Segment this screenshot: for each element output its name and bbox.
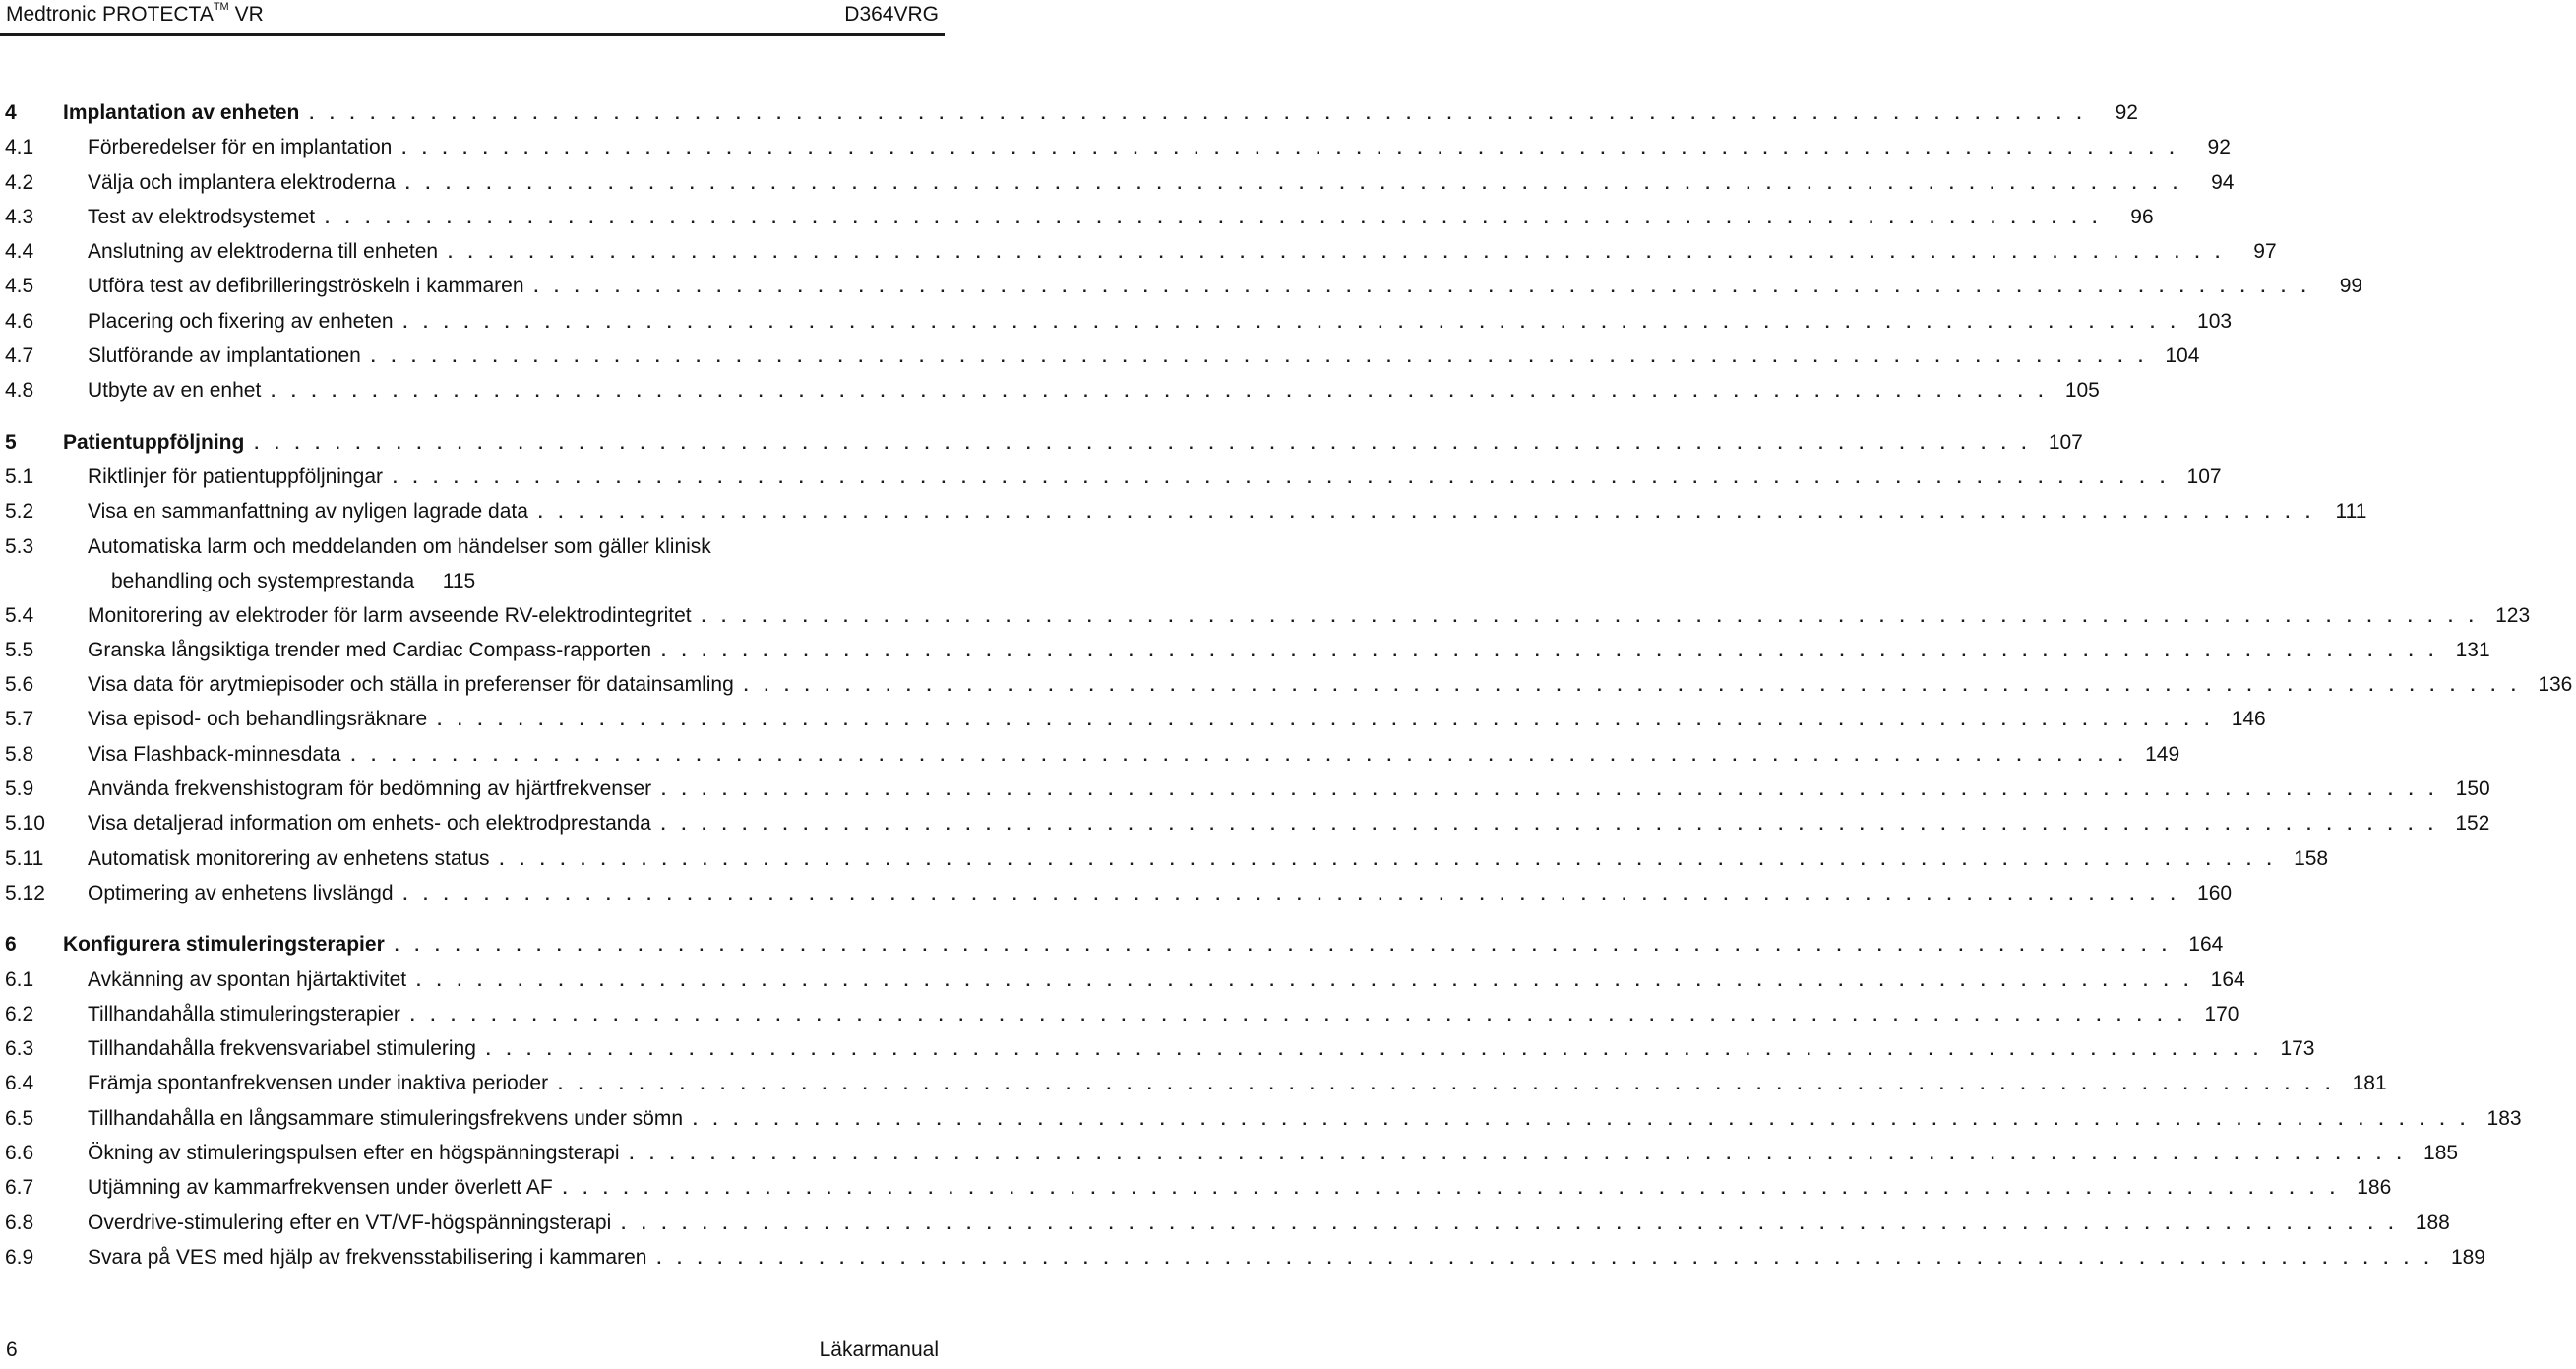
section-number: 5.11 xyxy=(5,846,44,870)
section-page-number: 173 xyxy=(2280,1037,2315,1061)
section-title: Visa episod- och behandlingsräknare xyxy=(88,708,428,731)
section-title: Ökning av stimuleringspulsen efter en högspänningsterapi xyxy=(88,1142,620,1165)
chapter-number: 6 xyxy=(5,933,17,957)
section-title: Visa detaljerad information om enhets- och elektrodprestanda xyxy=(88,812,651,836)
dot-leader: . . . . . . . . . . . . . . . . . . . . . . . . . . . . . . . . . . . . . . . . . . . . . . . . . . . . . . . . . . . . . . . . . . . . . . . . . . . . . . . . . . . . . . . . xyxy=(401,139,2179,158)
section-number: 6.8 xyxy=(5,1211,34,1234)
section-page-number: 150 xyxy=(2455,778,2490,801)
section-number: 4.1 xyxy=(5,136,34,159)
section-number: 6.9 xyxy=(5,1245,34,1269)
toc-entry[interactable] xyxy=(0,1206,2450,1240)
section-page-number: 170 xyxy=(2204,1002,2239,1026)
section-title-line xyxy=(88,772,2490,807)
section-page-number: 123 xyxy=(2495,603,2531,627)
dot-leader: . . . . . . . . . . . . . . . . . . . . . . . . . . . . . . . . . . . . . . . . . . . . . . . . . . . . . . . . . . . . . . . . . . . . . . . . . . . . . . . . . . . . . . . . xyxy=(437,711,2215,730)
section-title-line xyxy=(88,806,2490,841)
section-number: 6.5 xyxy=(5,1106,34,1130)
section-page-number: 160 xyxy=(2197,881,2233,904)
chapter-page-number: 107 xyxy=(2048,430,2083,454)
section-title: Utjämning av kammarfrekvensen under överlett AF xyxy=(88,1176,553,1200)
section-page-number: 188 xyxy=(2415,1211,2450,1234)
section-number: 5.1 xyxy=(5,465,34,488)
section-title: Avkänning av spontan hjärtaktivitet xyxy=(88,967,407,991)
toc-entry[interactable] xyxy=(0,529,945,598)
section-title: Tillhandahålla frekvensvariabel stimulering xyxy=(88,1037,476,1061)
toc-entry[interactable] xyxy=(0,667,2573,702)
section-page-number: 94 xyxy=(2211,170,2235,194)
dot-leader: . . . . . . . . . . . . . . . . . . . . . . . . . . . . . . . . . . . . . . . . . . . . . . . . . . . . . . . . . . . . . . . . . . . . . . . . . . . . . . . . . . . . . . . . xyxy=(409,1005,2188,1025)
toc-entry[interactable] xyxy=(0,737,2180,772)
chapter-title: Konfigurera stimuleringsterapier xyxy=(63,933,385,957)
dot-leader: . . . . . . . . . . . . . . . . . . . . . . . . . . . . . . . . . . . . . . . . . . . . . . . . . . . . . . . . . . . . . . . . . . . . . . . . . . . . . . . . . . . . . . . . xyxy=(309,104,2087,123)
dot-leader: . . . . . . . . . . . . . . . . . . . . . . . . . . . . . . . . . . . . . . . . . . . . . . . . . . . . . . . . . . . . . . . . . . . . . . . . . . . . . . . . . . . . . . . . xyxy=(621,1213,2399,1233)
section-page-number: 97 xyxy=(2253,240,2277,264)
toc-chapter-entry[interactable] xyxy=(0,927,2224,962)
document-code: D364VRG xyxy=(844,3,939,26)
toc-entry[interactable] xyxy=(0,494,2367,529)
toc-entry[interactable] xyxy=(0,772,2490,806)
section-title: Visa data för arytmiepisoder och ställa in preferenser för datainsamling xyxy=(88,673,734,697)
section-title-line xyxy=(88,1206,2450,1241)
section-title-line xyxy=(88,598,2531,634)
section-title-line xyxy=(88,165,2235,201)
toc-chapter-section xyxy=(0,927,2522,1275)
toc-entry[interactable] xyxy=(0,1101,2522,1136)
toc-chapter-entry[interactable] xyxy=(0,95,2138,130)
section-title-line xyxy=(88,737,2180,773)
toc-entry[interactable] xyxy=(0,1170,2392,1205)
section-title: Förberedelser för en implantation xyxy=(88,136,393,159)
section-number: 5.3 xyxy=(5,534,34,558)
toc-entry[interactable] xyxy=(0,1136,2459,1170)
section-number: 5.4 xyxy=(5,603,34,627)
section-page-number: 111 xyxy=(2335,500,2367,524)
toc-entry[interactable] xyxy=(0,339,2200,373)
toc-entry[interactable] xyxy=(0,633,2490,667)
toc-entry[interactable] xyxy=(0,1066,2387,1100)
header-divider xyxy=(0,33,945,36)
dot-leader: . . . . . . . . . . . . . . . . . . . . . . . . . . . . . . . . . . . . . . . . . . . . . . . . . . . . . . . . . . . . . . . . . . . . . . . . . . . . . . . . . . . . . . . . xyxy=(629,1145,2408,1164)
section-title: Visa Flashback-minnesdata xyxy=(88,742,341,766)
section-title-line xyxy=(88,1240,2485,1276)
section-title: Utföra test av defibrilleringströskeln i kammaren xyxy=(88,275,524,298)
section-page-number: 158 xyxy=(2294,846,2329,870)
section-title-line xyxy=(88,1031,2315,1067)
dot-leader: . . . . . . . . . . . . . . . . . . . . . . . . . . . . . . . . . . . . . . . . . . . . . . . . . . . . . . . . . . . . . . . . . . . . . . . . . . . . . . . . . . . . . . . . xyxy=(661,641,2439,660)
dot-leader: . . . . . . . . . . . . . . . . . . . . . . . . . . . . . . . . . . . . . . . . . . . . . . . . . . . . . . . . . . . . . . . . . . . . . . . . . . . . . . . . . . . . . . . . xyxy=(661,780,2439,800)
dot-leader: . . . . . . . . . . . . . . . . . . . . . . . . . . . . . . . . . . . . . . . . . . . . . . . . . . . . . . . . . . . . . . . . . . . . . . . . . . . . . . . . . . . . . . . . xyxy=(558,1075,2336,1094)
section-title-line xyxy=(88,130,2231,165)
dot-leader: . . . . . . . . . . . . . . . . . . . . . . . . . . . . . . . . . . . . . . . . . . . . . . . . . . . . . . . . . . . . . . . . . . . . . . . . . . . . . . . . . . . . . . . . xyxy=(693,1109,2471,1129)
section-title: Overdrive-stimulering efter en VT/VF-högspänningsterapi xyxy=(88,1211,612,1234)
dot-leader: . . . . . . . . . . . . . . . . . . . . . . . . . . . . . . . . . . . . . . . . . . . . . . . . . . . . . . . . . . . . . . . . . . . . . . . . . . . . . . . . . . . . . . . . xyxy=(656,1248,2434,1268)
section-number: 5.10 xyxy=(5,812,45,836)
section-page-number: 185 xyxy=(2423,1142,2459,1165)
section-number: 4.2 xyxy=(5,170,34,194)
section-page-number: 105 xyxy=(2064,379,2100,403)
section-title-line xyxy=(88,269,2363,304)
section-page-number: 146 xyxy=(2231,708,2266,731)
dot-leader: . . . . . . . . . . . . . . . . . . . . . . . . . . . . . . . . . . . . . . . . . . . . . . . . . . . . . . . . . . . . . . . . . . . . . . . . . . . . . . . . . . . . . . . . xyxy=(537,503,2316,523)
section-number: 5.6 xyxy=(5,673,34,697)
section-title: Anslutning av elektroderna till enheten xyxy=(88,240,439,264)
section-page-number: 131 xyxy=(2455,638,2490,661)
toc-chapter-section xyxy=(0,425,2573,911)
section-title-line xyxy=(88,373,2100,408)
chapter-title-line xyxy=(63,927,2224,963)
section-number: 4.6 xyxy=(5,309,34,333)
section-page-number: 104 xyxy=(2165,344,2200,368)
section-page-number: 115 xyxy=(442,569,476,592)
section-title-line xyxy=(88,234,2277,270)
toc-entry[interactable] xyxy=(0,269,2363,303)
dot-leader: . . . . . . . . . . . . . . . . . . . . . . . . . . . . . . . . . . . . . . . . . . . . . . . . . . . . . . . . . . . . . . . . . . . . . . . . . . . . . . . . . . . . . . . . xyxy=(402,884,2181,903)
toc-entry[interactable] xyxy=(0,806,2490,840)
section-title-line xyxy=(88,667,2573,703)
section-title: Använda frekvenshistogram för bedömning av hjärtfrekvenser xyxy=(88,778,652,801)
section-title-continuation: behandling och systemprestanda xyxy=(111,569,415,592)
table-of-contents xyxy=(0,95,2573,1275)
section-title: Utbyte av en enhet xyxy=(88,379,262,403)
product-name xyxy=(6,3,264,27)
dot-leader: . . . . . . . . . . . . . . . . . . . . . . . . . . . . . . . . . . . . . . . . . . . . . . . . . . . . . . . . . . . . . . . . . . . . . . . . . . . . . . . . . . . . . . . . xyxy=(701,606,2480,626)
section-title: Test av elektrodsystemet xyxy=(88,205,316,228)
toc-entry[interactable] xyxy=(0,841,2329,876)
dot-leader: . . . . . . . . . . . . . . . . . . . . . . . . . . . . . . . . . . . . . . . . . . . . . . . . . . . . . . . . . . . . . . . . . . . . . . . . . . . . . . . . . . . . . . . . xyxy=(416,970,2194,990)
section-page-number: 181 xyxy=(2352,1072,2387,1095)
product-name-text: Medtronic PROTECTA xyxy=(6,3,214,26)
section-title: Automatiska larm och meddelanden om händelser som gäller klinisk xyxy=(88,534,711,558)
dot-leader: . . . . . . . . . . . . . . . . . . . . . . . . . . . . . . . . . . . . . . . . . . . . . . . . . . . . . . . . . . . . . . . . . . . . . . . . . . . . . . . . . . . . . . . . xyxy=(254,433,2032,453)
dot-leader: . . . . . . . . . . . . . . . . . . . . . . . . . . . . . . . . . . . . . . . . . . . . . . . . . . . . . . . . . . . . . . . . . . . . . . . . . . . . . . . . . . . . . . . . xyxy=(660,815,2439,835)
section-title: Främja spontanfrekvensen under inaktiva perioder xyxy=(88,1072,549,1095)
section-number: 6.6 xyxy=(5,1142,34,1165)
section-number: 6.4 xyxy=(5,1072,34,1095)
section-page-number: 186 xyxy=(2357,1176,2392,1200)
section-title-line xyxy=(88,494,2367,529)
toc-entry[interactable] xyxy=(0,304,2233,339)
section-title: Granska långsiktiga trender med Cardiac Compass-rapporten xyxy=(88,638,652,661)
manual-name: Läkarmanual xyxy=(819,1338,939,1361)
page-header xyxy=(0,0,945,33)
section-title: Slutförande av implantationen xyxy=(88,344,361,368)
section-title: Placering och fixering av enheten xyxy=(88,309,394,333)
section-title-line xyxy=(88,1136,2459,1171)
toc-entry[interactable] xyxy=(0,997,2239,1031)
toc-entry[interactable] xyxy=(0,598,2531,633)
trademark-symbol: TM xyxy=(213,1,229,13)
section-title-line xyxy=(88,633,2490,668)
dot-leader: . . . . . . . . . . . . . . . . . . . . . . . . . . . . . . . . . . . . . . . . . . . . . . . . . . . . . . . . . . . . . . . . . . . . . . . . . . . . . . . . . . . . . . . . xyxy=(562,1179,2341,1199)
section-page-number: 136 xyxy=(2538,673,2573,697)
chapter-title-line xyxy=(63,95,2138,131)
product-suffix: VR xyxy=(234,3,264,26)
toc-entry[interactable] xyxy=(0,200,2154,234)
section-title-line xyxy=(88,841,2329,877)
page-footer xyxy=(0,1338,945,1369)
section-number: 6.1 xyxy=(5,967,34,991)
section-number: 5.8 xyxy=(5,742,34,766)
section-page-number: 103 xyxy=(2197,309,2233,333)
toc-chapter-entry[interactable] xyxy=(0,425,2083,460)
dot-leader: . . . . . . . . . . . . . . . . . . . . . . . . . . . . . . . . . . . . . . . . . . . . . . . . . . . . . . . . . . . . . . . . . . . . . . . . . . . . . . . . . . . . . . . . xyxy=(370,347,2149,367)
section-title-line xyxy=(88,460,2222,495)
dot-leader: . . . . . . . . . . . . . . . . . . . . . . . . . . . . . . . . . . . . . . . . . . . . . . . . . . . . . . . . . . . . . . . . . . . . . . . . . . . . . . . . . . . . . . . . xyxy=(499,849,2278,869)
toc-entry[interactable] xyxy=(0,234,2277,269)
section-title: Riktlinjer för patientuppföljningar xyxy=(88,465,383,488)
dot-leader: . . . . . . . . . . . . . . . . . . . . . . . . . . . . . . . . . . . . . . . . . . . . . . . . . . . . . . . . . . . . . . . . . . . . . . . . . . . . . . . . . . . . . . . . xyxy=(271,382,2049,402)
section-number: 4.5 xyxy=(5,275,34,298)
section-number: 6.7 xyxy=(5,1176,34,1200)
section-title-line xyxy=(88,1170,2392,1206)
section-title: Monitorering av elektroder för larm avseende RV-elektrodintegritet xyxy=(88,603,692,627)
section-title: Optimering av enhetens livslängd xyxy=(88,881,394,904)
toc-entry[interactable] xyxy=(0,460,2222,494)
toc-entry[interactable] xyxy=(0,963,2245,997)
section-title-line xyxy=(88,1101,2522,1137)
section-page-number: 183 xyxy=(2486,1106,2522,1130)
section-number: 5.5 xyxy=(5,638,34,661)
section-page-number: 107 xyxy=(2186,465,2222,488)
chapter-page-number: 164 xyxy=(2188,933,2224,957)
section-number: 5.2 xyxy=(5,500,34,524)
dot-leader: . . . . . . . . . . . . . . . . . . . . . . . . . . . . . . . . . . . . . . . . . . . . . . . . . . . . . . . . . . . . . . . . . . . . . . . . . . . . . . . . . . . . . . . . xyxy=(448,243,2226,263)
dot-leader: . . . . . . . . . . . . . . . . . . . . . . . . . . . . . . . . . . . . . . . . . . . . . . . . . . . . . . . . . . . . . . . . . . . . . . . . . . . . . . . . . . . . . . . . xyxy=(533,278,2312,297)
chapter-title-line xyxy=(63,425,2083,461)
section-title: Tillhandahålla en långsammare stimuleringsfrekvens under sömn xyxy=(88,1106,684,1130)
section-page-number: 164 xyxy=(2210,967,2245,991)
toc-entry[interactable] xyxy=(0,702,2266,736)
section-number: 4.8 xyxy=(5,379,34,403)
dot-leader: . . . . . . . . . . . . . . . . . . . . . . . . . . . . . . . . . . . . . . . . . . . . . . . . . . . . . . . . . . . . . . . . . . . . . . . . . . . . . . . . . . . . . . . . xyxy=(350,745,2129,765)
toc-entry[interactable] xyxy=(0,165,2235,200)
chapter-title: Patientuppföljning xyxy=(63,430,245,454)
section-title: Tillhandahålla stimuleringsterapier xyxy=(88,1002,400,1026)
section-page-number: 96 xyxy=(2130,205,2154,228)
toc-chapter-section xyxy=(0,95,2363,408)
section-page-number: 149 xyxy=(2145,742,2180,766)
section-title-line xyxy=(88,876,2233,911)
section-title-line xyxy=(88,1066,2387,1101)
section-page-number: 189 xyxy=(2450,1245,2485,1269)
dot-leader: . . . . . . . . . . . . . . . . . . . . . . . . . . . . . . . . . . . . . . . . . . . . . . . . . . . . . . . . . . . . . . . . . . . . . . . . . . . . . . . . . . . . . . . . xyxy=(404,173,2183,193)
section-page-number: 92 xyxy=(2207,136,2231,159)
toc-entry[interactable] xyxy=(0,1240,2485,1275)
chapter-number: 5 xyxy=(5,430,17,454)
section-page-number: 99 xyxy=(2339,275,2363,298)
section-title-line xyxy=(88,304,2233,340)
toc-entry[interactable] xyxy=(0,1031,2315,1066)
toc-entry[interactable] xyxy=(0,373,2100,407)
toc-entry[interactable] xyxy=(0,876,2233,910)
section-number: 5.7 xyxy=(5,708,34,731)
chapter-title: Implantation av enheten xyxy=(63,101,300,124)
section-title: Visa en sammanfattning av nyligen lagrade data xyxy=(88,500,528,524)
dot-leader: . . . . . . . . . . . . . . . . . . . . . . . . . . . . . . . . . . . . . . . . . . . . . . . . . . . . . . . . . . . . . . . . . . . . . . . . . . . . . . . . . . . . . . . . xyxy=(402,312,2181,332)
section-number: 5.9 xyxy=(5,778,34,801)
section-title-line xyxy=(88,339,2200,374)
dot-leader: . . . . . . . . . . . . . . . . . . . . . . . . . . . . . . . . . . . . . . . . . . . . . . . . . . . . . . . . . . . . . . . . . . . . . . . . . . . . . . . . . . . . . . . . xyxy=(485,1040,2264,1060)
section-title-line xyxy=(88,997,2239,1032)
section-number: 4.3 xyxy=(5,205,34,228)
section-number: 4.4 xyxy=(5,240,34,264)
section-page-number: 152 xyxy=(2455,812,2490,836)
page-number: 6 xyxy=(6,1338,18,1361)
section-title: Svara på VES med hjälp av frekvensstabilisering i kammaren xyxy=(88,1245,647,1269)
chapter-number: 4 xyxy=(5,101,17,124)
section-title-line xyxy=(88,702,2266,737)
section-title: Automatisk monitorering av enhetens status xyxy=(88,846,490,870)
dot-leader: . . . . . . . . . . . . . . . . . . . . . . . . . . . . . . . . . . . . . . . . . . . . . . . . . . . . . . . . . . . . . . . . . . . . . . . . . . . . . . . . . . . . . . . . xyxy=(393,467,2171,487)
section-title-line xyxy=(88,963,2245,998)
section-number: 5.12 xyxy=(5,881,45,904)
section-title-line xyxy=(88,200,2154,235)
dot-leader: . . . . . . . . . . . . . . . . . . . . . . . . . . . . . . . . . . . . . . . . . . . . . . . . . . . . . . . . . . . . . . . . . . . . . . . . . . . . . . . . . . . . . . . . xyxy=(394,936,2173,956)
section-number: 4.7 xyxy=(5,344,34,368)
dot-leader: . . . . . . . . . . . . . . . . . . . . . . . . . . . . . . . . . . . . . . . . . . . . . . . . . . . . . . . . . . . . . . . . . . . . . . . . . . . . . . . . . . . . . . . . xyxy=(743,676,2522,696)
section-number: 6.2 xyxy=(5,1002,34,1026)
chapter-page-number: 92 xyxy=(2115,101,2138,124)
dot-leader: . . . . . . . . . . . . . . . . . . . . . . . . . . . . . . . . . . . . . . . . . . . . . . . . . . . . . . . . . . . . . . . . . . . . . . . . . . . . . . . . . . . . . . . . xyxy=(325,208,2103,227)
section-title: Välja och implantera elektroderna xyxy=(88,170,396,194)
toc-entry[interactable] xyxy=(0,130,2231,164)
section-number: 6.3 xyxy=(5,1037,34,1061)
